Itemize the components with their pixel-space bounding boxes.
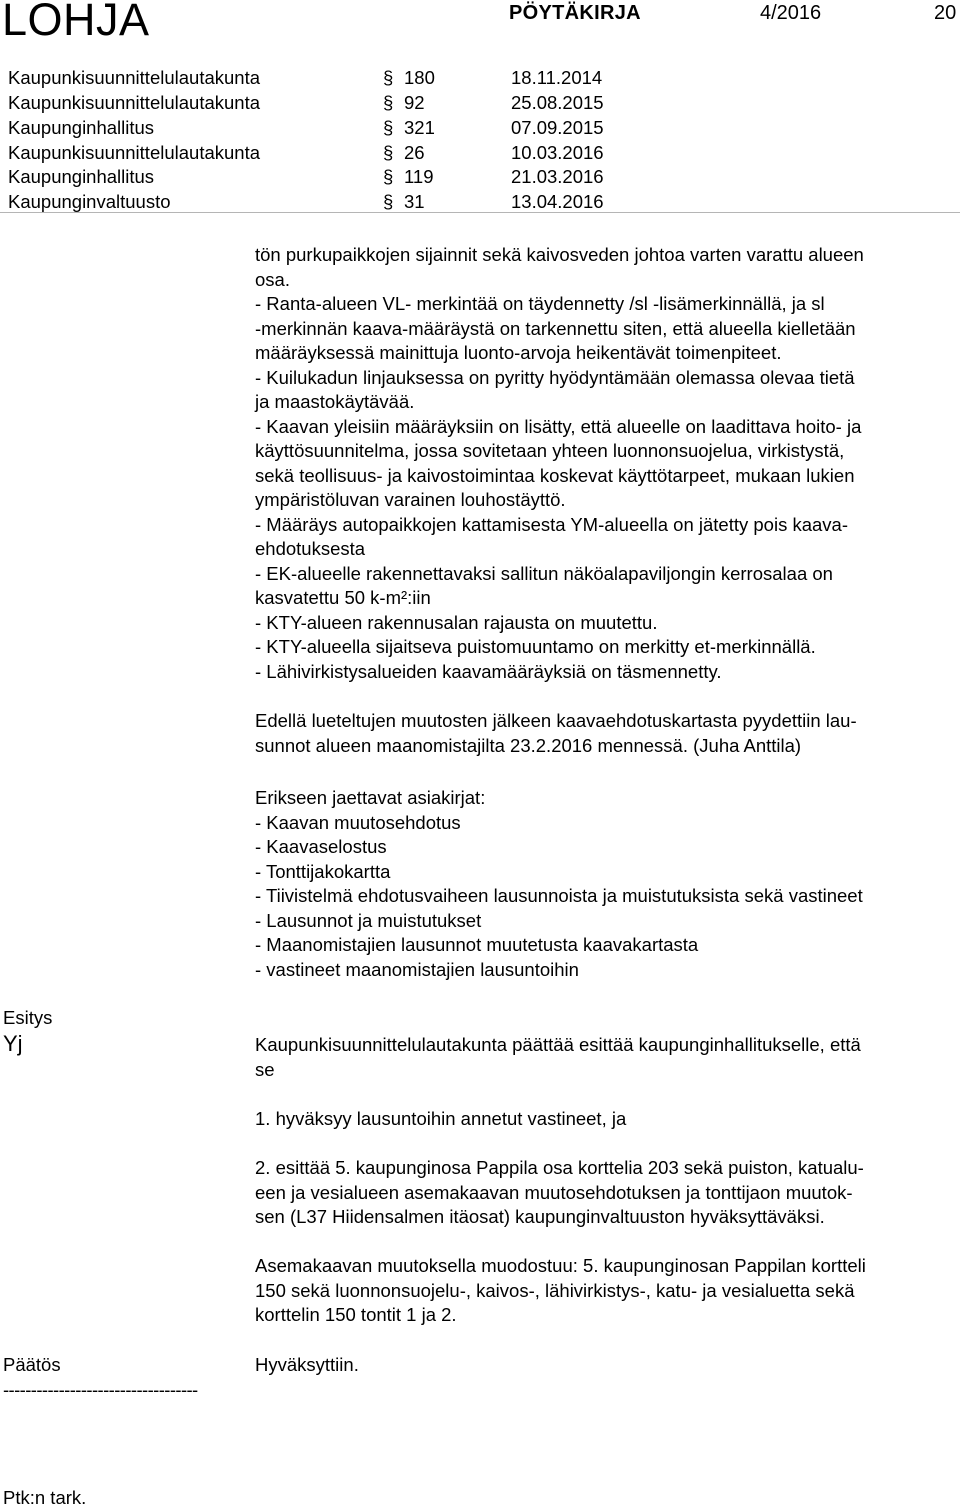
attachment-item: - Tiivistelmä ehdotusvaiheen lausunnoista ja muistutuksista sekä vastineet bbox=[255, 885, 863, 906]
text-line: tön purkupaikkojen sijainnit sekä kaivosveden johtoa varten varattu alueen bbox=[255, 244, 864, 265]
document-number: 4/2016 bbox=[760, 2, 822, 24]
history-date: 25.08.2015 bbox=[511, 92, 604, 113]
history-number: 92 bbox=[404, 92, 425, 113]
text-line: ehdotuksesta bbox=[255, 538, 366, 559]
minutes-checker-note: Ptk:n tark. bbox=[3, 1487, 87, 1508]
text-line: - KTY-alueella sijaitseva puistomuuntamo on merkitty et-merkinnällä. bbox=[255, 636, 816, 657]
attachment-item: - Tonttijakokartta bbox=[255, 860, 391, 882]
text-line: een ja vesialueen asemakaavan muutosehdotuksen ja tonttijaon muutok- bbox=[255, 1181, 853, 1203]
proposal-intro bbox=[255, 1033, 960, 1082]
proposal-sublabel: Yj bbox=[3, 1031, 23, 1056]
statement-paragraph bbox=[255, 709, 960, 758]
history-body: Kaupunginvaltuusto bbox=[8, 191, 171, 212]
history-divider bbox=[0, 212, 960, 213]
lohja-logo: LOHJA bbox=[2, 0, 150, 45]
text-line: -merkinnän kaava-määräystä on tarkennettu siten, että alueella kielletään bbox=[255, 317, 856, 339]
text-line: sekä teollisuus- ja kaivostoimintaa koskevat käyttötarpeet, mukaan lukien bbox=[255, 464, 855, 486]
section-sign: § bbox=[383, 67, 394, 88]
changes-paragraph bbox=[255, 243, 960, 684]
text-line: - Kaavan yleisiin määräyksiin on lisätty, että alueelle on laadittava hoito- ja bbox=[255, 415, 862, 437]
text-line: se bbox=[255, 1058, 275, 1080]
history-body: Kaupunginhallitus bbox=[8, 166, 155, 187]
page-number: 20 bbox=[934, 2, 957, 24]
proposal-item-2 bbox=[255, 1156, 960, 1230]
history-body: Kaupunkisuunnittelulautakunta bbox=[8, 67, 260, 88]
text-line: Asemakaavan muutoksella muodostuu: 5. kaupunginosan Pappilan kortteli bbox=[255, 1255, 866, 1276]
history-body: Kaupunkisuunnittelulautakunta bbox=[8, 92, 260, 113]
history-date: 07.09.2015 bbox=[511, 117, 604, 138]
text-line: Hyväksyttiin. bbox=[255, 1354, 359, 1375]
text-line: sen (L37 Hiidensalmen itäosat) kaupunginvaltuuston hyväksyttäväksi. bbox=[255, 1206, 825, 1227]
section-sign: § bbox=[383, 117, 394, 138]
section-sign: § bbox=[383, 92, 394, 113]
document-type: PÖYTÄKIRJA bbox=[509, 2, 641, 24]
attachment-item: - Kaavan muutosehdotus bbox=[255, 811, 461, 833]
text-line: käyttösuunnitelma, jossa sovitetaan yhteen luonnonsuojelua, virkistystä, bbox=[255, 440, 845, 461]
text-line: - KTY-alueen rakennusalan rajausta on muutettu. bbox=[255, 611, 658, 633]
history-number: 180 bbox=[404, 67, 435, 88]
text-line: osa. bbox=[255, 268, 290, 290]
decision-separator: ----------------------------------- bbox=[3, 1379, 198, 1400]
proposal-label: Esitys bbox=[3, 1007, 53, 1028]
attachment-item: - Kaavaselostus bbox=[255, 836, 387, 857]
history-body: Kaupunkisuunnittelulautakunta bbox=[8, 142, 260, 163]
decision-label: Päätös bbox=[3, 1354, 61, 1375]
text-line: - EK-alueelle rakennettavaksi sallitun näköalapaviljongin kerrosalaa on bbox=[255, 562, 833, 584]
text-line: Kaupunkisuunnittelulautakunta päättää esittää kaupunginhallitukselle, että bbox=[255, 1034, 861, 1055]
text-line: Edellä lueteltujen muutosten jälkeen kaavaehdotuskartasta pyydettiin lau- bbox=[255, 710, 857, 731]
text-line: ja maastokäytävää. bbox=[255, 391, 415, 412]
text-line: - Kuilukadun linjauksessa on pyritty hyödyntämään olemassa olevaa tietä bbox=[255, 366, 855, 388]
history-number: 26 bbox=[404, 142, 425, 163]
text-line: sunnot alueen maanomistajilta 23.2.2016 mennessä. (Juha Anttila) bbox=[255, 734, 802, 756]
attachments-heading: Erikseen jaettavat asiakirjat: bbox=[255, 787, 486, 808]
decision-text bbox=[255, 1353, 960, 1378]
history-number: 31 bbox=[404, 191, 425, 212]
history-date: 21.03.2016 bbox=[511, 166, 604, 187]
text-line: 150 sekä luonnonsuojelu-, kaivos-, lähivirkistys-, katu- ja vesialuetta sekä bbox=[255, 1279, 855, 1301]
history-date: 13.04.2016 bbox=[511, 191, 604, 212]
section-sign: § bbox=[383, 142, 394, 163]
section-sign: § bbox=[383, 166, 394, 187]
text-line: - Määräys autopaikkojen kattamisesta YM-alueella on jätetty pois kaava- bbox=[255, 513, 848, 535]
attachment-item: - Lausunnot ja muistutukset bbox=[255, 909, 482, 931]
text-line: määräyksessä mainittuja luonto-arvoja heikentävät toimenpiteet. bbox=[255, 342, 782, 363]
text-line: 2. esittää 5. kaupunginosa Pappila osa korttelia 203 sekä puiston, katualu- bbox=[255, 1157, 864, 1178]
text-line: 1. hyväksyy lausuntoihin annetut vastineet, ja bbox=[255, 1108, 627, 1129]
history-body: Kaupunginhallitus bbox=[8, 117, 155, 138]
history-number: 321 bbox=[404, 117, 435, 138]
proposal-item-1 bbox=[255, 1107, 960, 1132]
history-number: 119 bbox=[404, 166, 434, 187]
text-line: - Lähivirkistysalueiden kaavamääräyksiä on täsmennetty. bbox=[255, 660, 722, 682]
proposal-result bbox=[255, 1254, 960, 1328]
attachments-list bbox=[255, 786, 960, 982]
attachment-item: - vastineet maanomistajien lausuntoihin bbox=[255, 958, 579, 980]
text-line: kasvatettu 50 k-m²:iin bbox=[255, 587, 431, 608]
history-date: 18.11.2014 bbox=[511, 67, 603, 88]
text-line: ympäristöluvan varainen louhostäyttö. bbox=[255, 489, 566, 510]
text-line: korttelin 150 tontit 1 ja 2. bbox=[255, 1304, 457, 1325]
history-date: 10.03.2016 bbox=[511, 142, 604, 163]
text-line: - Ranta-alueen VL- merkintää on täydennetty /sl -lisämerkinnällä, ja sl bbox=[255, 293, 825, 314]
attachment-item: - Maanomistajien lausunnot muutetusta kaavakartasta bbox=[255, 934, 699, 955]
section-sign: § bbox=[383, 191, 394, 212]
